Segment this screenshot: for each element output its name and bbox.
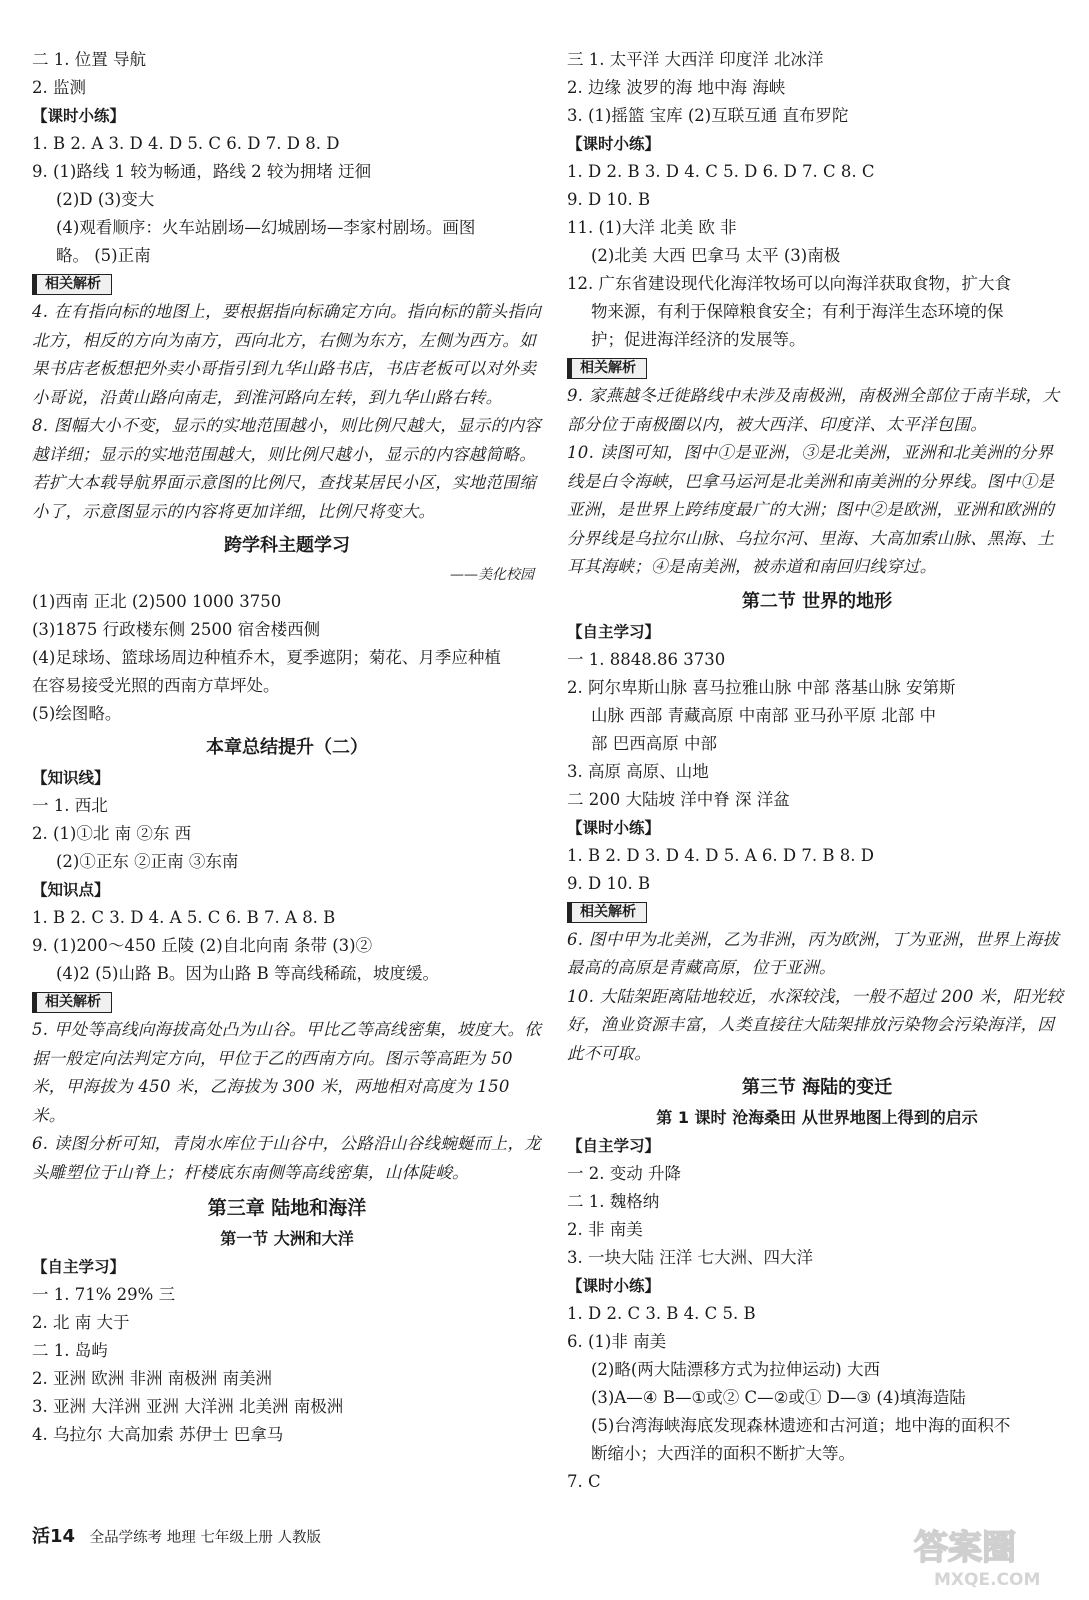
section-label: 【知识线】 (32, 769, 110, 787)
left-column (32, 46, 542, 1449)
answer-line: (2)北美 大西 巴拿马 太平 (3)南极 (591, 246, 841, 265)
section-label: 【知识点】 (32, 881, 110, 899)
answer-line: 部 巴西高原 中部 (591, 733, 717, 753)
section-label: 【课时小练】 (567, 135, 661, 153)
answer-line: 12. 广东省建设现代化海洋牧场可以向海洋获取食物，扩大食 (567, 274, 1011, 293)
answer-line: 2. (1)①北 南 ②东 西 (32, 824, 192, 843)
answer-line: (3)A—④ B—①或② C—②或① D—③ (4)填海造陆 (591, 1388, 966, 1407)
answer-line: (3)1875 行政楼东侧 2500 宿舍楼西侧 (32, 620, 321, 639)
answer-line: 9. D 10. B (567, 873, 651, 893)
explanation-paragraph: 6. 读图分析可知，青岗水库位于山谷中，公路沿山谷线蜿蜒而上，龙头雕塑位于山脊上；杆楼底东南侧等高线密集，山体陡峻。 (32, 1134, 542, 1182)
analysis-badge: 相关解析 (32, 274, 112, 295)
answer-line: 物来源，有利于保障粮食安全；有利于海洋生态环境的保 (591, 302, 1004, 321)
analysis-badge: 相关解析 (32, 992, 112, 1013)
answer-line: 3. (1)摇篮 宝库 (2)互联互通 直布罗陀 (567, 106, 849, 125)
answer-line: 2. 边缘 波罗的海 地中海 海峡 (567, 78, 786, 97)
answer-line: 2. 北 南 大于 (32, 1313, 130, 1332)
analysis-badge-row (32, 270, 542, 298)
answer-line: 二 1. 位置 导航 (32, 50, 146, 69)
answer-line: 断缩小；大西洋的面积不断扩大等。 (591, 1444, 855, 1463)
section-label: 【课时小练】 (32, 107, 126, 125)
answer-line: (4)足球场、篮球场周边种植乔木，夏季遮阴；菊花、月季应种植 (32, 648, 501, 667)
answer-line: 9. D 10. B (567, 190, 651, 209)
analysis-badge-row (567, 354, 1067, 382)
answer-line: 6. (1)非 南美 (567, 1332, 667, 1351)
watermark-logo (894, 1517, 1069, 1592)
answer-line: 二 1. 魏格纳 (567, 1192, 660, 1211)
section-label: 【课时小练】 (567, 1277, 661, 1295)
answer-line: 1. B 2. C 3. D 4. A 5. C 6. B 7. A 8. B (32, 908, 336, 927)
explanation-paragraph: 9. 家燕越冬迁徙路线中未涉及南极洲，南极洲全部位于南半球，大部分位于南极圈以内，被大西洋、印度洋、太平洋包围。 (567, 386, 1060, 434)
analysis-badge: 相关解析 (567, 358, 647, 379)
analysis-badge-row (567, 898, 1067, 926)
answer-line: 一 2. 变动 升降 (567, 1164, 681, 1183)
answer-line: 山脉 西部 青藏高原 中南部 亚马孙平原 北部 中 (591, 705, 936, 725)
subtitle-note: ——美化校园 (450, 567, 534, 583)
section-heading: 第三章 陆地和海洋 (207, 1197, 367, 1219)
section-heading: 本章总结提升（二） (206, 737, 368, 758)
answer-line: 9. (1)路线 1 较为畅通，路线 2 较为拥堵 迂徊 (32, 162, 372, 181)
answer-line: 3. 高原 高原、山地 (567, 761, 709, 781)
answer-line: 护；促进海洋经济的发展等。 (591, 330, 806, 349)
answer-line: 9. (1)200～450 丘陵 (2)自北向南 条带 (3)② (32, 936, 373, 955)
answer-line: 1. B 2. A 3. D 4. D 5. C 6. D 7. D 8. D (32, 134, 340, 153)
answer-line: 三 1. 太平洋 大西洋 印度洋 北冰洋 (567, 50, 824, 69)
answer-line: 7. C (567, 1472, 601, 1491)
explanation-paragraph: 10. 读图可知，图中①是亚洲，③是北美洲，亚洲和北美洲的分界线是白令海峡，巴拿马运河是北美洲和南美洲的分界线。图中①是亚洲，是世界上跨纬度最广的大洲；图中②是欧洲，亚洲和欧洲的分界线是乌拉尔山脉、乌拉尔河、里海、大高加索山脉、黑海、土耳其海峡；④是南美洲，被赤道和南回归线穿过。 (567, 443, 1055, 576)
answer-line: (4)2 (5)山路 B。因为山路 B 等高线稀疏，坡度缓。 (56, 964, 439, 983)
answer-line: 3. 亚洲 大洋洲 亚洲 大洋洲 北美洲 南极洲 (32, 1397, 344, 1416)
answer-line: 一 1. 8848.86 3730 (567, 649, 726, 669)
answer-line: (2)D (3)变大 (56, 190, 155, 209)
watermark-text: 答案圈 (914, 1528, 1016, 1568)
section-label: 【自主学习】 (567, 622, 661, 641)
answer-line: (5)绘图略。 (32, 704, 122, 723)
analysis-badge: 相关解析 (567, 902, 647, 923)
section-label: 【课时小练】 (567, 818, 661, 837)
page-number: 活14 (32, 1526, 76, 1547)
explanation-paragraph: 10. 大陆架距离陆地较近，水深较浅，一般不超过 200 米，阳光较好，渔业资源丰富，人类直接往大陆架排放污染物会污染海洋，因此不可取。 (567, 986, 1064, 1063)
explanation-paragraph: 4. 在有指向标的地图上，要根据指向标确定方向。指向标的箭头指向北方，相反的方向为南方，西向北方，右侧为东方，左侧为西方。如果书店老板想把外卖小哥指引到九华山路书店，书店老板可以对外卖小哥说，沿黄山路向南走，到淮河路向左转，到九华山路右转。 (32, 302, 542, 407)
answer-line: (5)台湾海峡海底发现森林遗迹和古河道；地中海的面积不 (591, 1416, 1011, 1435)
answer-line: 二 1. 岛屿 (32, 1341, 108, 1360)
answer-line: 二 200 大陆坡 洋中脊 深 洋盆 (567, 789, 790, 809)
section-subheading: 第 1 课时 沧海桑田 从世界地图上得到的启示 (656, 1108, 978, 1127)
watermark-url: MXQE.COM (934, 1570, 1041, 1590)
answer-line: 在容易接受光照的西南方草坪处。 (32, 676, 280, 695)
answer-line: 一 1. 西北 (32, 796, 108, 815)
answer-line: (2)略(两大陆漂移方式为拉伸运动) 大西 (591, 1360, 880, 1379)
right-column (567, 46, 1067, 1496)
section-heading: 跨学科主题学习 (224, 535, 350, 556)
answer-line: 4. 乌拉尔 大高加索 苏伊士 巴拿马 (32, 1425, 284, 1444)
section-heading: 第三节 海陆的变迁 (741, 1077, 893, 1098)
explanation-paragraph: 8. 图幅大小不变，显示的实地范围越小，则比例尺越大，显示的内容越详细；显示的实地范围越大，则比例尺越小，显示的内容越简略。若扩大本载导航界面示意图的比例尺，查找某居民小区，实地范围缩小了，示意图显示的内容将更加详细，比例尺将变大。 (32, 416, 542, 521)
section-heading: 第二节 世界的地形 (741, 590, 893, 612)
explanation-paragraph: 6. 图中甲为北美洲，乙为非洲，丙为欧洲，丁为亚洲，世界上海拔最高的高原是青藏高原，位于亚洲。 (567, 929, 1060, 977)
answer-line: 1. B 2. D 3. D 4. D 5. A 6. D 7. B 8. D (567, 845, 874, 865)
explanation-paragraph: 5. 甲处等高线向海拔高处凸为山谷。甲比乙等高线密集，坡度大。依据一般定向法判定方向，甲位于乙的西南方向。图示等高距为 50 米，甲海拔为 450 米，乙海拔为 300 米，两地相对高度为 150 米。 (32, 1020, 542, 1125)
book-info: 全品学练考 地理 七年级上册 人教版 (89, 1530, 321, 1546)
answer-line: (1)西南 正北 (2)500 1000 3750 (32, 592, 282, 611)
answer-line: (2)①正东 ②正南 ③东南 (56, 852, 239, 871)
answer-line: 2. 亚洲 欧洲 非洲 南极洲 南美洲 (32, 1369, 272, 1388)
analysis-badge-row (32, 988, 542, 1016)
page-footer (32, 1522, 321, 1548)
answer-line: 1. D 2. C 3. B 4. C 5. B (567, 1304, 756, 1323)
answer-line: 一 1. 71% 29% 三 (32, 1285, 176, 1304)
answer-line: 3. 一块大陆 汪洋 七大洲、四大洋 (567, 1248, 813, 1267)
section-label: 【自主学习】 (32, 1258, 126, 1276)
answer-line: (4)观看顺序：火车站剧场—幻城剧场—李家村剧场。画图 (56, 218, 476, 237)
answer-line: 2. 非 南美 (567, 1220, 643, 1239)
answer-line: 略。 (5)正南 (56, 246, 151, 265)
answer-line: 2. 监测 (32, 78, 86, 97)
answer-line: 11. (1)大洋 北美 欧 非 (567, 218, 737, 237)
section-label: 【自主学习】 (567, 1137, 661, 1155)
section-subheading: 第一节 大洲和大洋 (220, 1229, 354, 1248)
answer-line: 1. D 2. B 3. D 4. C 5. D 6. D 7. C 8. C (567, 162, 875, 181)
answer-line: 2. 阿尔卑斯山脉 喜马拉雅山脉 中部 落基山脉 安第斯 (567, 677, 956, 697)
